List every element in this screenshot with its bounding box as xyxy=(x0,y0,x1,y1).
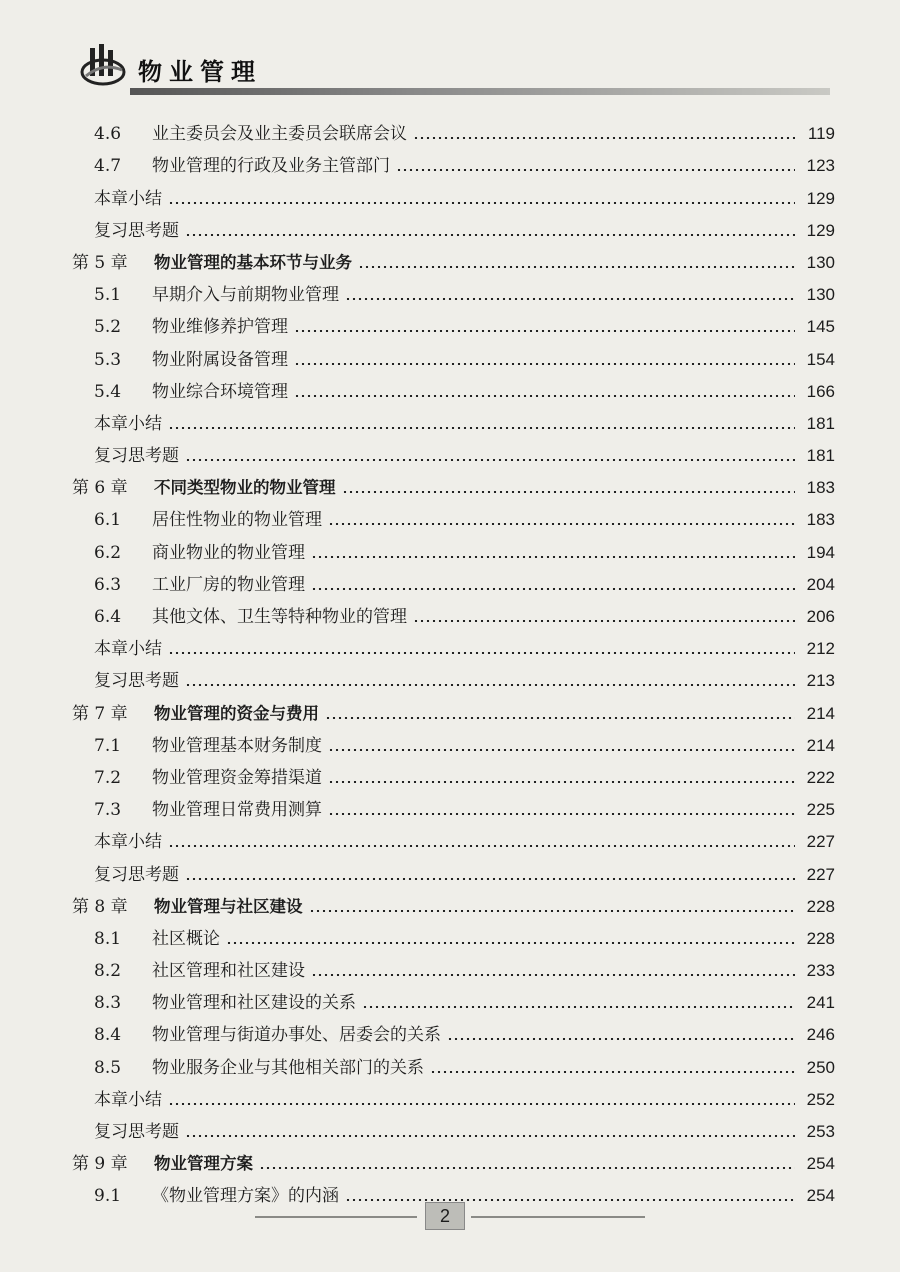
toc-page-number: 213 xyxy=(806,671,835,691)
page-footer xyxy=(255,1200,645,1230)
toc-subsection-row[interactable] xyxy=(70,820,835,852)
toc-page-number: 250 xyxy=(806,1057,835,1077)
toc-section-row[interactable] xyxy=(70,337,835,369)
toc-section-row[interactable] xyxy=(70,530,835,562)
toc-leader-dots xyxy=(185,684,795,686)
toc-subsection-row[interactable] xyxy=(70,176,835,208)
toc-entry-title: 物业管理的行政及业务主管部门 xyxy=(152,156,390,177)
toc-leader-dots xyxy=(168,202,795,204)
toc-entry-number: 第 6 章 xyxy=(72,478,128,499)
toc-entry-title: 复习思考题 xyxy=(94,864,179,885)
toc-entry-title: 本章小结 xyxy=(94,413,162,434)
toc-leader-dots xyxy=(396,169,795,171)
toc-page-number: 129 xyxy=(806,220,835,240)
toc-entry-number: 7.3 xyxy=(94,800,122,821)
toc-leader-dots xyxy=(185,459,795,461)
toc-entry-number: 第 7 章 xyxy=(72,703,128,724)
toc-leader-dots xyxy=(328,813,795,815)
toc-entry-number: 7.1 xyxy=(94,735,122,756)
toc-page-number: 206 xyxy=(806,607,835,626)
toc-entry-number: 8.3 xyxy=(94,993,122,1014)
toc-leader-dots xyxy=(294,363,795,365)
toc-page-number: 222 xyxy=(806,767,835,787)
toc-entry-title: 物业附属设备管理 xyxy=(152,349,288,370)
toc-leader-dots xyxy=(413,620,795,622)
page-number: 2 xyxy=(425,1202,465,1230)
toc-entry-title: 社区管理和社区建设 xyxy=(152,961,305,982)
toc-section-row[interactable] xyxy=(70,498,835,530)
footer-rule-right xyxy=(471,1216,645,1218)
toc-subsection-row[interactable] xyxy=(70,402,835,434)
toc-entry-title: 商业物业的物业管理 xyxy=(152,542,305,563)
toc-entry-title: 物业管理的资金与费用 xyxy=(154,703,319,723)
toc-page-number: 241 xyxy=(806,993,835,1013)
toc-leader-dots xyxy=(185,878,795,880)
toc-entry-number: 8.5 xyxy=(94,1057,122,1078)
toc-entry-title: 物业管理日常费用测算 xyxy=(152,800,322,821)
toc-entry-number: 6.4 xyxy=(94,607,122,627)
toc-entry-title: 物业管理与社区建设 xyxy=(154,896,303,916)
toc-entry-title: 物业服务企业与其他相关部门的关系 xyxy=(152,1057,424,1078)
page-header xyxy=(80,38,820,98)
toc-page-number: 225 xyxy=(806,800,835,820)
toc-leader-dots xyxy=(168,845,795,847)
toc-leader-dots xyxy=(358,266,795,268)
toc-entry-title: 物业管理方案 xyxy=(154,1154,253,1174)
toc-section-row[interactable] xyxy=(70,1045,835,1077)
toc-page-number: 119 xyxy=(807,124,835,144)
toc-entry-title: 物业管理的基本环节与业务 xyxy=(154,252,352,272)
table-of-contents xyxy=(70,112,835,1206)
toc-leader-dots xyxy=(294,330,795,332)
toc-entry-number: 5.1 xyxy=(94,285,122,306)
toc-subsection-row[interactable] xyxy=(70,659,835,691)
toc-entry-title: 物业管理基本财务制度 xyxy=(152,735,322,756)
toc-leader-dots xyxy=(168,1103,795,1105)
toc-entry-title: 本章小结 xyxy=(94,639,162,660)
toc-subsection-row[interactable] xyxy=(70,852,835,884)
toc-page-number: 181 xyxy=(806,446,835,466)
toc-page-number: 130 xyxy=(806,252,835,272)
toc-chapter-row[interactable] xyxy=(70,691,835,723)
toc-leader-dots xyxy=(259,1167,795,1169)
toc-page-number: 254 xyxy=(806,1154,835,1174)
toc-entry-title: 其他文体、卫生等特种物业的管理 xyxy=(152,607,407,627)
toc-entry-number: 8.2 xyxy=(94,961,122,982)
toc-section-row[interactable] xyxy=(70,144,835,176)
toc-page-number: 253 xyxy=(806,1122,835,1141)
toc-entry-title: 复习思考题 xyxy=(94,671,179,692)
toc-entry-title: 《物业管理方案》的内涵 xyxy=(152,1186,339,1207)
toc-section-row[interactable] xyxy=(70,1013,835,1045)
toc-leader-dots xyxy=(311,974,795,976)
toc-section-row[interactable] xyxy=(70,595,835,627)
toc-entry-number: 5.2 xyxy=(94,317,122,338)
toc-leader-dots xyxy=(294,395,795,397)
toc-entry-title: 社区概论 xyxy=(152,928,220,949)
toc-page-number: 181 xyxy=(806,413,835,433)
toc-section-row[interactable] xyxy=(70,273,835,305)
toc-section-row[interactable] xyxy=(70,981,835,1013)
toc-entry-number: 第 9 章 xyxy=(72,1154,128,1175)
toc-page-number: 166 xyxy=(806,381,835,401)
toc-section-row[interactable] xyxy=(70,917,835,949)
toc-section-row[interactable] xyxy=(70,112,835,144)
toc-page-number: 228 xyxy=(806,896,835,916)
toc-leader-dots xyxy=(185,1135,795,1137)
toc-entry-number: 6.3 xyxy=(94,574,122,595)
header-rule xyxy=(130,88,830,95)
toc-entry-title: 物业综合环境管理 xyxy=(152,381,288,402)
toc-leader-dots xyxy=(447,1038,795,1040)
toc-entry-title: 物业维修养护管理 xyxy=(152,317,288,338)
toc-page-number: 227 xyxy=(806,832,835,852)
footer-rule-left xyxy=(255,1216,417,1218)
toc-page-number: 246 xyxy=(806,1025,835,1045)
toc-leader-dots xyxy=(309,910,796,912)
toc-page-number: 183 xyxy=(806,510,835,530)
toc-entry-title: 复习思考题 xyxy=(94,220,179,241)
toc-page-number: 212 xyxy=(806,639,835,659)
toc-section-row[interactable] xyxy=(70,949,835,981)
toc-page-number: 252 xyxy=(806,1089,835,1109)
toc-entry-number: 5.4 xyxy=(94,381,122,402)
toc-entry-number: 6.2 xyxy=(94,542,122,563)
toc-section-row[interactable] xyxy=(70,370,835,402)
toc-leader-dots xyxy=(325,717,795,719)
toc-leader-dots xyxy=(345,298,795,300)
toc-subsection-row[interactable] xyxy=(70,1078,835,1110)
toc-entry-title: 物业管理与街道办事处、居委会的关系 xyxy=(152,1025,441,1046)
toc-section-row[interactable] xyxy=(70,756,835,788)
toc-entry-number: 6.1 xyxy=(94,510,122,531)
toc-page-number: 130 xyxy=(806,285,835,305)
toc-page-number: 129 xyxy=(806,188,835,208)
toc-entry-title: 业主委员会及业主委员会联席会议 xyxy=(152,124,407,145)
toc-subsection-row[interactable] xyxy=(70,209,835,241)
toc-entry-title: 物业管理资金筹措渠道 xyxy=(152,767,322,788)
toc-entry-title: 本章小结 xyxy=(94,832,162,853)
toc-entry-title: 早期介入与前期物业管理 xyxy=(152,285,339,306)
toc-page-number: 228 xyxy=(806,928,835,948)
toc-page-number: 154 xyxy=(806,349,835,369)
toc-subsection-row[interactable] xyxy=(70,627,835,659)
toc-leader-dots xyxy=(185,234,795,236)
toc-page-number: 214 xyxy=(806,735,835,755)
toc-leader-dots xyxy=(342,491,796,493)
toc-leader-dots xyxy=(328,749,795,751)
toc-entry-title: 复习思考题 xyxy=(94,446,179,467)
toc-entry-number: 9.1 xyxy=(94,1186,122,1207)
toc-entry-number: 5.3 xyxy=(94,349,122,370)
toc-leader-dots xyxy=(328,781,795,783)
toc-leader-dots xyxy=(168,652,795,654)
toc-leader-dots xyxy=(226,942,795,944)
toc-page-number: 183 xyxy=(806,478,835,498)
toc-leader-dots xyxy=(430,1071,795,1073)
toc-entry-title: 物业管理和社区建设的关系 xyxy=(152,993,356,1014)
toc-page-number: 123 xyxy=(806,156,835,176)
toc-subsection-row[interactable] xyxy=(70,434,835,466)
toc-entry-title: 不同类型物业的物业管理 xyxy=(154,478,336,498)
toc-page-number: 194 xyxy=(806,542,835,562)
toc-page-number: 254 xyxy=(806,1186,835,1206)
toc-entry-title: 工业厂房的物业管理 xyxy=(152,574,305,595)
toc-page-number: 233 xyxy=(806,961,835,981)
toc-entry-title: 复习思考题 xyxy=(94,1122,179,1142)
toc-page-number: 145 xyxy=(806,317,835,337)
toc-entry-number: 4.7 xyxy=(94,156,122,177)
toc-leader-dots xyxy=(168,427,795,429)
toc-entry-number: 8.4 xyxy=(94,1025,122,1046)
toc-entry-number: 第 8 章 xyxy=(72,896,128,917)
toc-entry-number: 第 5 章 xyxy=(72,252,128,273)
toc-leader-dots xyxy=(362,1006,795,1008)
toc-page-number: 214 xyxy=(806,703,835,723)
toc-entry-number: 8.1 xyxy=(94,928,122,949)
toc-section-row[interactable] xyxy=(70,788,835,820)
book-title: 物业管理 xyxy=(138,58,262,86)
toc-subsection-row[interactable] xyxy=(70,1110,835,1142)
toc-entry-title: 本章小结 xyxy=(94,188,162,209)
toc-chapter-row[interactable] xyxy=(70,466,835,498)
toc-page-number: 204 xyxy=(806,574,835,594)
toc-entry-title: 居住性物业的物业管理 xyxy=(152,510,322,531)
toc-chapter-row[interactable] xyxy=(70,241,835,273)
book-logo-icon xyxy=(80,42,126,88)
toc-page-number: 227 xyxy=(806,864,835,884)
toc-entry-number: 4.6 xyxy=(94,124,122,145)
toc-leader-dots xyxy=(413,137,795,139)
toc-leader-dots xyxy=(311,556,795,558)
toc-section-row[interactable] xyxy=(70,724,835,756)
toc-section-row[interactable] xyxy=(70,305,835,337)
toc-chapter-row[interactable] xyxy=(70,1142,835,1174)
toc-chapter-row[interactable] xyxy=(70,885,835,917)
toc-entry-title: 本章小结 xyxy=(94,1089,162,1110)
toc-leader-dots xyxy=(328,523,795,525)
toc-section-row[interactable] xyxy=(70,563,835,595)
toc-entry-number: 7.2 xyxy=(94,767,122,788)
toc-leader-dots xyxy=(311,588,795,590)
